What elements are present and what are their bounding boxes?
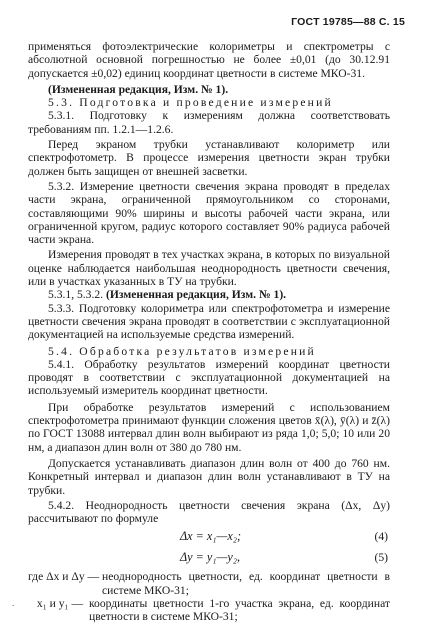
paragraph: 5.3.1. Подготовку к измерениям должна соответствовать требованиям пп. 1.2.1—1.2.6. [28,109,390,136]
equation: Δy = y₁—y₂, [180,550,241,565]
paragraph: Измерения проводят в тех участках экрана, в которых по визуальной оценке наблюдается наибольшая неоднородность цветности свечения, или в участках указанных в ТУ на трубки. [28,248,390,289]
equation-row [28,527,390,546]
definition-row [28,570,390,597]
document-body [28,40,390,624]
amendment-note [28,288,390,301]
equation-number: (4) [374,530,388,544]
equation-number: (5) [374,551,388,565]
equation: Δx = x₁—x₂; [180,529,242,544]
paragraph: Перед экраном трубки устанавливают колориметр или спектрофотометр. В процессе измерения цветности экран трубки должен быть защищен от внешней засветки. [28,138,390,178]
definition-term: где Δx и Δy — [28,570,103,584]
paragraph: 5.3.2. Измерение цветности свечения экрана проводят в пределах части экрана, ограниченной прямоугольником со сторонами, составляющими 90% ширины и высоты рабочей части экрана, или ограниченной кругом, радиус которого составляет 90% радиуса рабочей части экрана. [28,179,390,247]
page-header: ГОСТ 19785—88 С. 15 [291,16,405,28]
paragraph: Допускается устанавливать диапазон длин волн от 400 до 760 нм. Конкретный интервал и диапазон длин волн устанавливают в ТУ на трубки. [28,456,390,497]
section-heading: 5.4. Обработка результатов измерений [48,344,316,358]
margin-mark: . [12,598,15,608]
paragraph: применяться фотоэлектрические колориметры и спектрометры с абсолютной основной погрешностью не более ±0,01 (до 30.12.91 допускается ±0,02) единиц координат цветности в системе МКО-31. [28,40,390,80]
paragraph: 5.3.3. Подготовку колориметра или спектрофотометра и измерение цветности свечения экрана проводят в соответствии с эксплуатационной документацией на используемые средства измерений. [28,301,390,342]
paragraph: 5.4.2. Неоднородность цветности свечения экрана (Δx, Δy) рассчитывают по формуле [28,498,390,526]
equation-row [28,548,390,567]
definition-row [28,597,390,624]
paragraph: При обработке результатов измерений с использованием спектрофотометра принимают функции сложения цветов x̄(λ), ȳ(λ) и z̄(λ) по ГОСТ 13088 интервал длин волн выбирают из ряда 1,0; 5,0; 10 или 20 нм, а диапазон длин волн от 380 до 780 нм. [28,400,390,454]
amendment-label: (Измененная редакция, Изм. № 1). [105,288,287,302]
paragraph: 5.4.1. Обработку результатов измерений координат цветности проводят в соответствии с эксплуатационной документацией на используемый измеритель координат цветности. [28,357,390,398]
definition-text: неоднородность цветности, ед. координат цветности в системе МКО-31; [102,570,390,597]
definition-term: x₁ и y₁ — [36,596,86,610]
clause-numbers: 5.3.1, 5.3.2. [48,288,104,302]
section-heading: 5.3. Подготовка и проведение измерений [48,96,333,110]
definition-text: координаты цветности 1-го участка экрана, ед. координат цветности в системе МКО-31; [89,596,390,624]
amendment-note: (Измененная редакция, Изм. № 1). [48,82,229,96]
